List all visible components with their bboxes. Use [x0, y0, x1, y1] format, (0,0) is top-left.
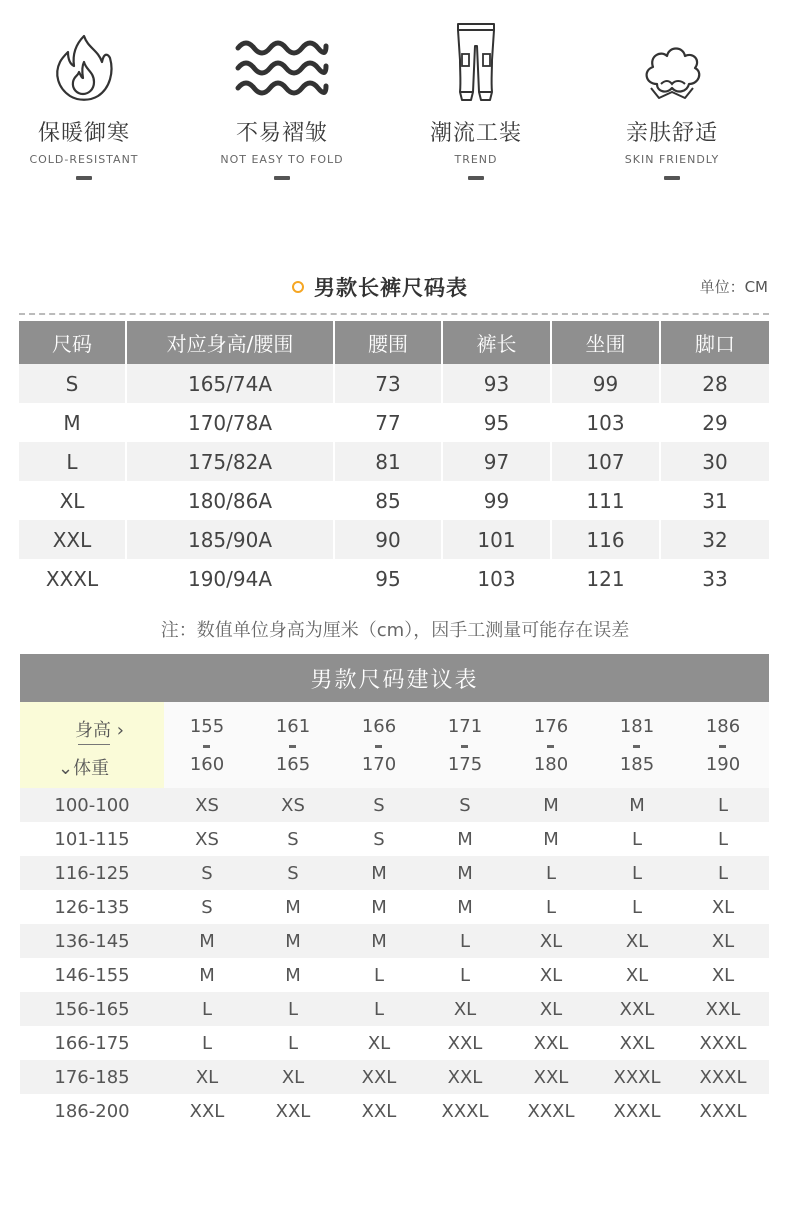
size-cell: L: [459, 964, 471, 986]
header-cell: 裤长: [443, 321, 552, 364]
table-cell: 190/94A: [127, 559, 335, 598]
size-cell: XXL: [361, 1100, 397, 1122]
recommend-height-header: [20, 702, 769, 788]
size-cell: M: [371, 930, 387, 952]
table-cell: 85: [335, 481, 443, 520]
weight-range-cell: 186-200: [54, 1100, 130, 1122]
size-cell: L: [201, 1032, 213, 1054]
table-row: [19, 520, 769, 559]
cotton-icon: [639, 40, 705, 102]
height-to: 165: [275, 754, 311, 775]
size-cell: S: [201, 896, 213, 918]
weight-range-cell: 116-125: [54, 862, 130, 884]
table-cell: 90: [335, 520, 443, 559]
table-row: [20, 822, 769, 856]
size-cell: XXXL: [527, 1100, 575, 1122]
feature-strip: [0, 18, 790, 198]
size-cell: L: [373, 964, 385, 986]
recommend-table: [20, 654, 769, 1128]
size-cell: S: [287, 828, 299, 850]
size-cell: L: [459, 930, 471, 952]
height-to: 180: [533, 754, 569, 775]
size-cell: L: [287, 1032, 299, 1054]
height-from: 186: [705, 716, 741, 737]
table-cell: 93: [443, 364, 552, 403]
size-cell: M: [371, 862, 387, 884]
size-cell: L: [631, 896, 643, 918]
table-cell: 77: [335, 403, 443, 442]
weight-range-cell: 136-145: [54, 930, 130, 952]
weight-range-cell: 100-100: [54, 794, 130, 816]
table-row: [20, 1026, 769, 1060]
range-dash: [289, 745, 296, 748]
size-cell: M: [199, 930, 215, 952]
height-to: 160: [189, 754, 225, 775]
feature-dash: [664, 176, 680, 180]
size-cell: M: [285, 964, 301, 986]
size-cell: M: [543, 828, 559, 850]
height-range-header: [594, 702, 680, 788]
size-cell: XL: [539, 930, 563, 952]
size-cell: XXL: [533, 1066, 569, 1088]
table-row: [20, 992, 769, 1026]
feature-skin-friendly: [574, 18, 770, 180]
weight-range-cell: 166-175: [54, 1032, 130, 1054]
table-cell: 95: [335, 559, 443, 598]
size-cell: L: [545, 862, 557, 884]
table-cell: 32: [702, 527, 728, 552]
size-cell: L: [287, 998, 299, 1020]
size-cell: XXL: [705, 998, 741, 1020]
corner-divider: [78, 744, 110, 745]
size-cell: XL: [711, 930, 735, 952]
table-cell: L: [19, 442, 127, 481]
size-chart-title: 男款长裤尺码表: [314, 276, 468, 300]
size-cell: XXL: [619, 1032, 655, 1054]
size-cell: S: [201, 862, 213, 884]
table-row: [19, 559, 769, 598]
feature-title: 不易褶皱: [235, 121, 328, 146]
table-row: [19, 364, 769, 403]
size-cell: S: [459, 794, 471, 816]
table-cell: 33: [702, 566, 728, 591]
feature-subtitle: SKIN FRIENDLY: [624, 153, 720, 166]
size-chart-title-bar: [0, 270, 790, 302]
table-cell: 121: [552, 559, 661, 598]
table-row: [20, 890, 769, 924]
table-cell: 165/74A: [127, 364, 335, 403]
wave-icon: [234, 36, 330, 102]
size-chart-body: [19, 364, 769, 598]
table-row: [19, 403, 769, 442]
table-cell: 107: [552, 442, 661, 481]
height-from: 155: [189, 716, 225, 737]
table-cell: 99: [443, 481, 552, 520]
table-cell: 170/78A: [127, 403, 335, 442]
table-cell: M: [19, 403, 127, 442]
size-cell: S: [373, 794, 385, 816]
height-label: 身高 ›: [75, 720, 124, 741]
table-cell: 180/86A: [127, 481, 335, 520]
size-cell: XL: [539, 998, 563, 1020]
table-cell: 31: [702, 488, 728, 513]
size-cell: L: [717, 862, 729, 884]
weight-label: ⌄体重: [58, 758, 110, 779]
range-dash: [203, 745, 210, 748]
height-range-header: [680, 702, 766, 788]
table-cell: XXXL: [19, 559, 127, 598]
size-cell: XXL: [447, 1066, 483, 1088]
height-range-header: [422, 702, 508, 788]
size-cell: XXL: [533, 1032, 569, 1054]
size-cell: M: [457, 896, 473, 918]
header-cell: 坐围: [552, 321, 661, 364]
height-range-header: [508, 702, 594, 788]
size-cell: L: [631, 828, 643, 850]
size-cell: M: [629, 794, 645, 816]
size-cell: XS: [195, 794, 219, 816]
feature-dash: [274, 176, 290, 180]
size-cell: L: [717, 828, 729, 850]
size-cell: XL: [195, 1066, 219, 1088]
size-cell: S: [373, 828, 385, 850]
range-dash: [719, 745, 726, 748]
height-range-header: [250, 702, 336, 788]
size-cell: XXXL: [613, 1066, 661, 1088]
table-cell: 28: [702, 371, 728, 396]
height-from: 166: [361, 716, 397, 737]
table-cell: 97: [443, 442, 552, 481]
table-cell: 103: [443, 559, 552, 598]
table-cell: 101: [443, 520, 552, 559]
size-cell: XXXL: [613, 1100, 661, 1122]
table-row: [20, 924, 769, 958]
table-cell: 185/90A: [127, 520, 335, 559]
weight-range-cell: 176-185: [54, 1066, 130, 1088]
height-from: 161: [275, 716, 311, 737]
size-chart-note: 注：数值单位身高为厘米（cm），因手工测量可能存在误差: [160, 620, 630, 641]
size-cell: M: [457, 862, 473, 884]
range-dash: [461, 745, 468, 748]
table-cell: 30: [702, 449, 728, 474]
feature-title: 保暖御寒: [37, 121, 130, 146]
size-chart-unit: 单位：CM: [699, 278, 768, 296]
height-range-header: [164, 702, 250, 788]
size-cell: XL: [453, 998, 477, 1020]
height-from: 181: [619, 716, 655, 737]
table-cell: XXL: [19, 520, 127, 559]
feature-dash: [76, 176, 92, 180]
table-row: [20, 856, 769, 890]
size-cell: XXXL: [441, 1100, 489, 1122]
header-cell: 对应身高/腰围: [127, 321, 335, 364]
size-cell: S: [287, 862, 299, 884]
table-row: [19, 442, 769, 481]
feature-title: 亲肤舒适: [625, 121, 718, 146]
weight-range-cell: 126-135: [54, 896, 130, 918]
feature-subtitle: COLD-RESISTANT: [29, 153, 139, 166]
feature-subtitle: NOT EASY TO FOLD: [220, 153, 344, 166]
size-cell: XL: [625, 930, 649, 952]
size-chart-header: [19, 321, 769, 364]
table-cell: 111: [552, 481, 661, 520]
range-dash: [633, 745, 640, 748]
size-chart-table: [19, 313, 769, 598]
size-cell: XXL: [361, 1066, 397, 1088]
table-row: [19, 481, 769, 520]
feature-not-easy-to-fold: [184, 18, 380, 180]
size-cell: XXXL: [699, 1100, 747, 1122]
circle-bullet-icon: [292, 281, 304, 293]
height-to: 185: [619, 754, 655, 775]
size-cell: XL: [367, 1032, 391, 1054]
size-cell: M: [285, 930, 301, 952]
table-cell: 99: [552, 364, 661, 403]
table-row: [20, 788, 769, 822]
size-cell: L: [545, 896, 557, 918]
header-cell: 腰围: [335, 321, 443, 364]
feature-trend: [378, 18, 574, 180]
size-cell: M: [285, 896, 301, 918]
table-cell: 73: [335, 364, 443, 403]
range-dash: [375, 745, 382, 748]
size-cell: XXXL: [699, 1066, 747, 1088]
weight-range-cell: 156-165: [54, 998, 130, 1020]
size-cell: M: [543, 794, 559, 816]
size-cell: XS: [195, 828, 219, 850]
feature-title: 潮流工装: [429, 121, 522, 146]
table-cell: 29: [702, 410, 728, 435]
table-cell: 81: [335, 442, 443, 481]
flame-icon: [52, 32, 116, 102]
table-cell: 95: [443, 403, 552, 442]
height-from: 171: [447, 716, 483, 737]
size-cell: XXL: [275, 1100, 311, 1122]
size-cell: M: [457, 828, 473, 850]
recommend-corner-cell: [20, 702, 164, 788]
size-cell: XS: [281, 794, 305, 816]
size-cell: XXXL: [699, 1032, 747, 1054]
table-cell: 103: [552, 403, 661, 442]
header-cell: 脚口: [695, 332, 735, 356]
table-cell: S: [19, 364, 127, 403]
feature-subtitle: TREND: [454, 153, 498, 166]
recommend-title: 男款尺码建议表: [20, 654, 769, 702]
height-range-header: [336, 702, 422, 788]
size-cell: XL: [711, 896, 735, 918]
weight-range-cell: 101-115: [54, 828, 130, 850]
size-cell: L: [201, 998, 213, 1020]
size-cell: L: [717, 794, 729, 816]
table-cell: XL: [19, 481, 127, 520]
size-cell: L: [631, 862, 643, 884]
header-cell: 尺码: [19, 321, 127, 364]
size-cell: XXL: [189, 1100, 225, 1122]
table-row: [20, 1094, 769, 1128]
pants-icon: [454, 20, 498, 102]
table-row: [20, 1060, 769, 1094]
range-dash: [547, 745, 554, 748]
height-to: 175: [447, 754, 483, 775]
size-cell: XXL: [619, 998, 655, 1020]
table-cell: 116: [552, 520, 661, 559]
size-cell: XL: [711, 964, 735, 986]
height-from: 176: [533, 716, 569, 737]
size-cell: XL: [625, 964, 649, 986]
size-cell: XXL: [447, 1032, 483, 1054]
table-row: [20, 958, 769, 992]
size-cell: M: [371, 896, 387, 918]
size-cell: XL: [539, 964, 563, 986]
recommend-body: [20, 788, 769, 1128]
size-cell: XL: [281, 1066, 305, 1088]
size-cell: L: [373, 998, 385, 1020]
feature-dash: [468, 176, 484, 180]
feature-cold-resistant: [0, 18, 182, 180]
table-cell: 175/82A: [127, 442, 335, 481]
size-cell: M: [199, 964, 215, 986]
height-to: 190: [705, 754, 741, 775]
height-to: 170: [361, 754, 397, 775]
weight-range-cell: 146-155: [54, 964, 130, 986]
